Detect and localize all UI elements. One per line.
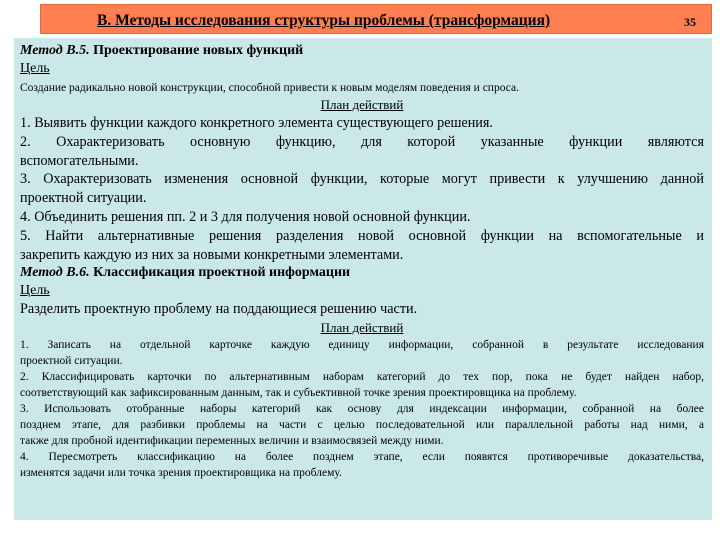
method6-step-3b: позднем этапе, для разбивки проблемы на части с целью последовательной или параллельной работы над ними, а xyxy=(20,419,704,432)
page-number: 35 xyxy=(684,15,696,29)
method5-step-5b: закрепить каждую из них за новыми конкретными элементами. xyxy=(20,246,404,263)
content-panel xyxy=(14,38,712,520)
method6-step-2b: соответствующий как зафиксированным данным, так и субъективной точке зрения проектировщика на проблему. xyxy=(20,387,577,400)
method5-step-3b: проектной ситуации. xyxy=(20,190,147,207)
method6-step-2a: 2. Классифицировать карточки по альтернативным наборам категорий до тех пор, пока не будет найден набор, xyxy=(20,371,704,384)
method6-plan-label: План действий xyxy=(320,320,404,336)
method5-step-5a: 5. Найти альтернативные решения разделения новой основной функции на вспомогательные и xyxy=(20,227,704,244)
method6-goal-text: Разделить проектную проблему на поддающиеся решению части. xyxy=(20,301,418,318)
method5-step-2a: 2. Охарактеризовать основную функцию, для которой указанные функции являются xyxy=(20,133,704,150)
method5-plan-label: План действий xyxy=(320,97,404,112)
method5-heading xyxy=(20,42,704,60)
method6-goal-label: Цель xyxy=(20,283,50,299)
method5-goal-label: Цель xyxy=(20,61,50,76)
method5-step-4: 4. Объединить решения пп. 2 и 3 для получения новой основной функции. xyxy=(20,208,471,225)
method5-title: Проектирование новых функций xyxy=(89,43,304,58)
method5-number: Метод В.5. xyxy=(20,43,90,58)
method5-goal-text: Создание радикально новой конструкции, способной привести к новым моделям поведения и спроса. xyxy=(20,82,519,94)
method6-step-1a: 1. Записать на отдельной карточке каждую единицу информации, собранной в результате исследования xyxy=(20,339,704,352)
slide-title: В. Методы исследования структуры проблемы (трансформация) xyxy=(97,12,551,29)
method6-step-4a: 4. Пересмотреть классификацию на более позднем этапе, если появятся противоречивые доказательства, xyxy=(20,451,704,464)
method6-heading xyxy=(20,264,704,282)
method6-title: Классификация проектной информации xyxy=(89,265,351,281)
method6-step-3c: также для пробной идентификации переменных величин и взаимосвязей между ними. xyxy=(20,435,444,448)
method6-step-4b: изменятся задачи или точка зрения проектировщика на проблему. xyxy=(20,467,342,480)
method5-step-1: 1. Выявить функции каждого конкретного элемента существующего решения. xyxy=(20,115,493,131)
method6-number: Метод В.6. xyxy=(20,265,90,281)
method5-step-2b: вспомогательными. xyxy=(20,152,139,169)
method6-step-1b: проектной ситуации. xyxy=(20,355,123,368)
method6-step-3a: 3. Использовать отобранные наборы категорий как основу для индексации информации, собранной на более xyxy=(20,403,704,416)
slide-header xyxy=(40,4,712,34)
method5-step-3a: 3. Охарактеризовать изменения основной функции, которые могут привести к улучшению данной xyxy=(20,171,704,188)
